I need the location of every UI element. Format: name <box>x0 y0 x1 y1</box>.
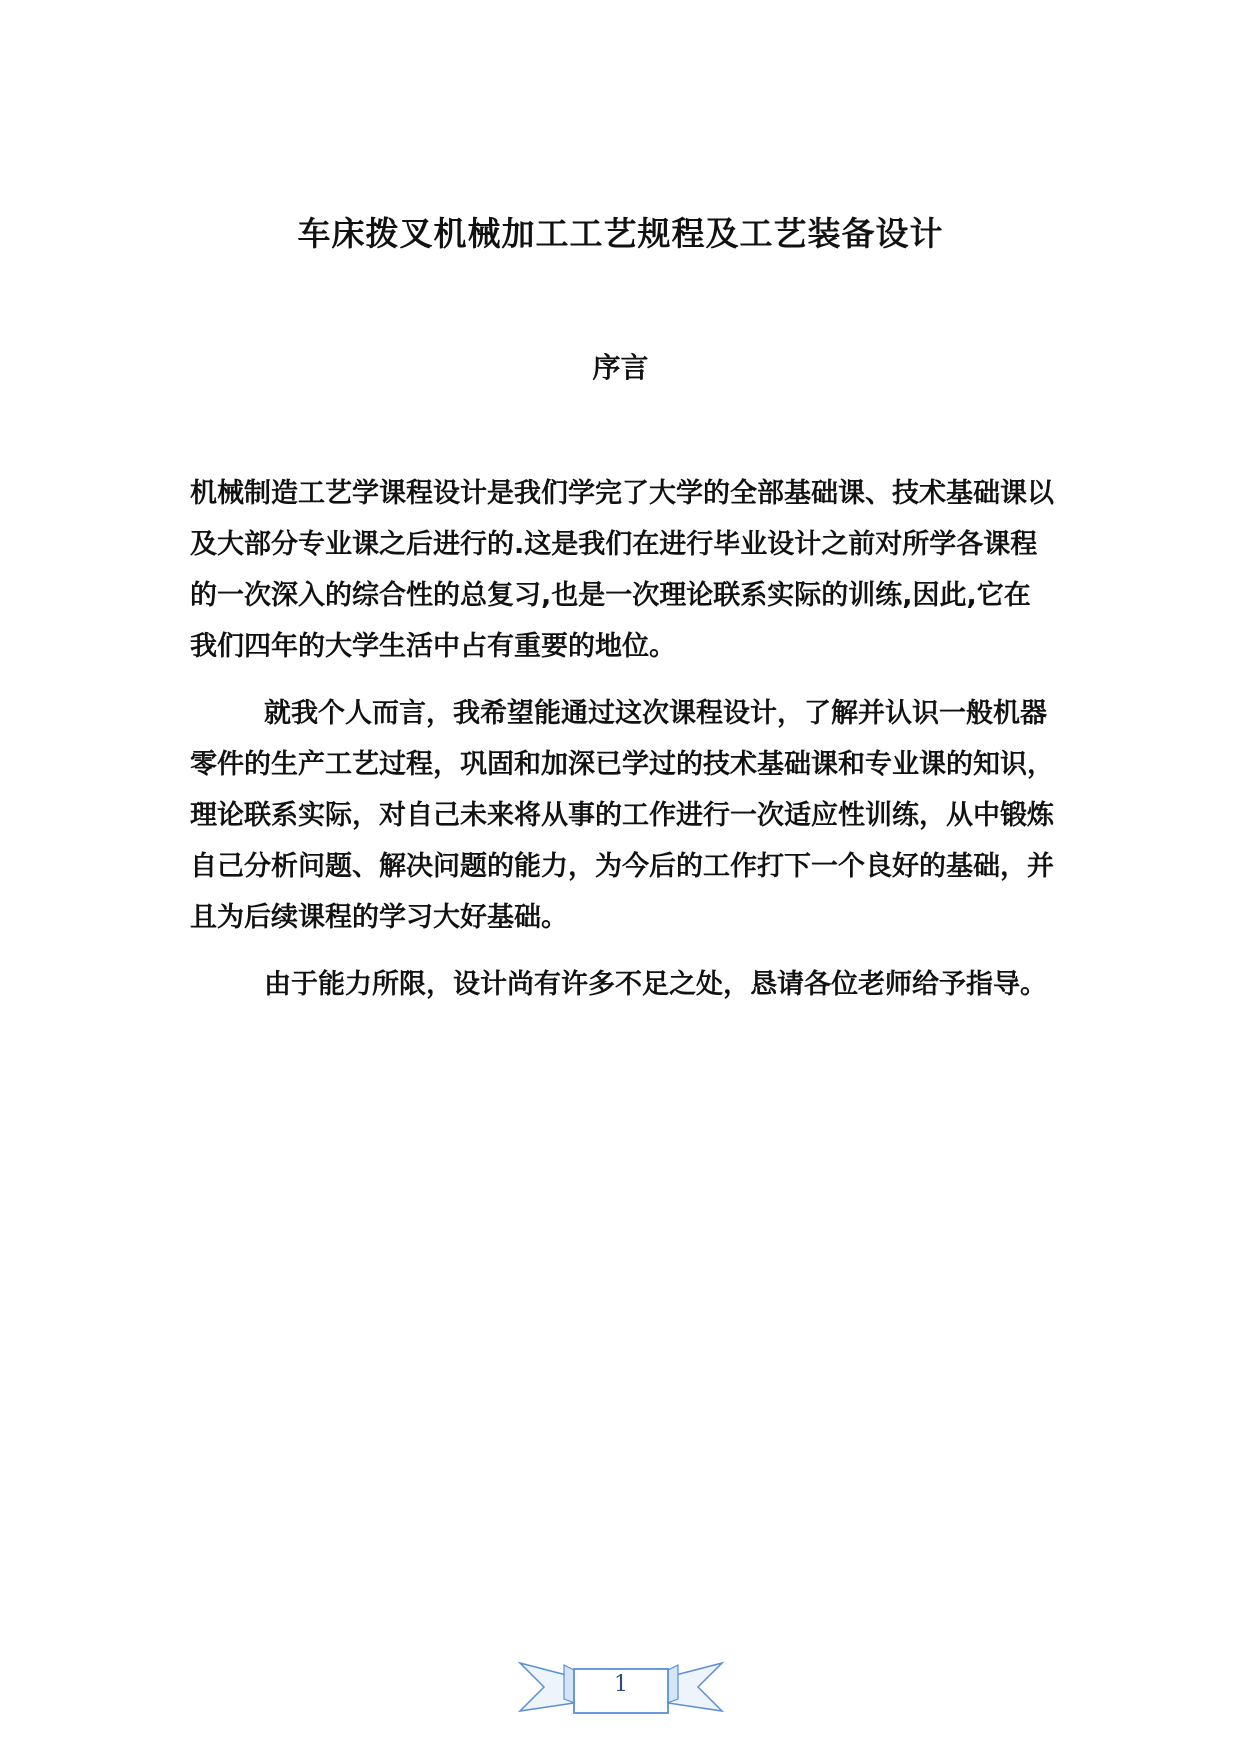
page-footer <box>516 1655 726 1719</box>
paragraph-intro: 机械制造工艺学课程设计是我们学完了大学的全部基础课、技术基础课以及大部分专业课之后进行的.这是我们在进行毕业设计之前对所学各课程的一次深入的综合性的总复习,也是一次理论联系实际的训练,因此,它在我们四年的大学生活中占有重要的地位。 <box>190 478 1054 662</box>
paragraph-acknowledgement: 由于能力所限，设计尚有许多不足之处，恳请各位老师给予指导。 <box>264 969 1047 1000</box>
section-heading-preface: 序言 <box>592 351 649 384</box>
document-title: 车床拨叉机械加工工艺规程及工艺装备设计 <box>297 214 944 253</box>
body-text <box>190 468 1056 1026</box>
page-number: 1 <box>614 1672 628 1697</box>
paragraph-personal-goal: 就我个人而言，我希望能通过这次课程设计，了解并认识一般机器零件的生产工艺过程，巩固和加深已学过的技术基础课和专业课的知识，理论联系实际，对自己未来将从事的工作进行一次适应性训练，从中锻炼自己分析问题、解决问题的能力，为今后的工作打下一个良好的基础，并且为后续课程的学习大好基础。 <box>190 698 1054 933</box>
